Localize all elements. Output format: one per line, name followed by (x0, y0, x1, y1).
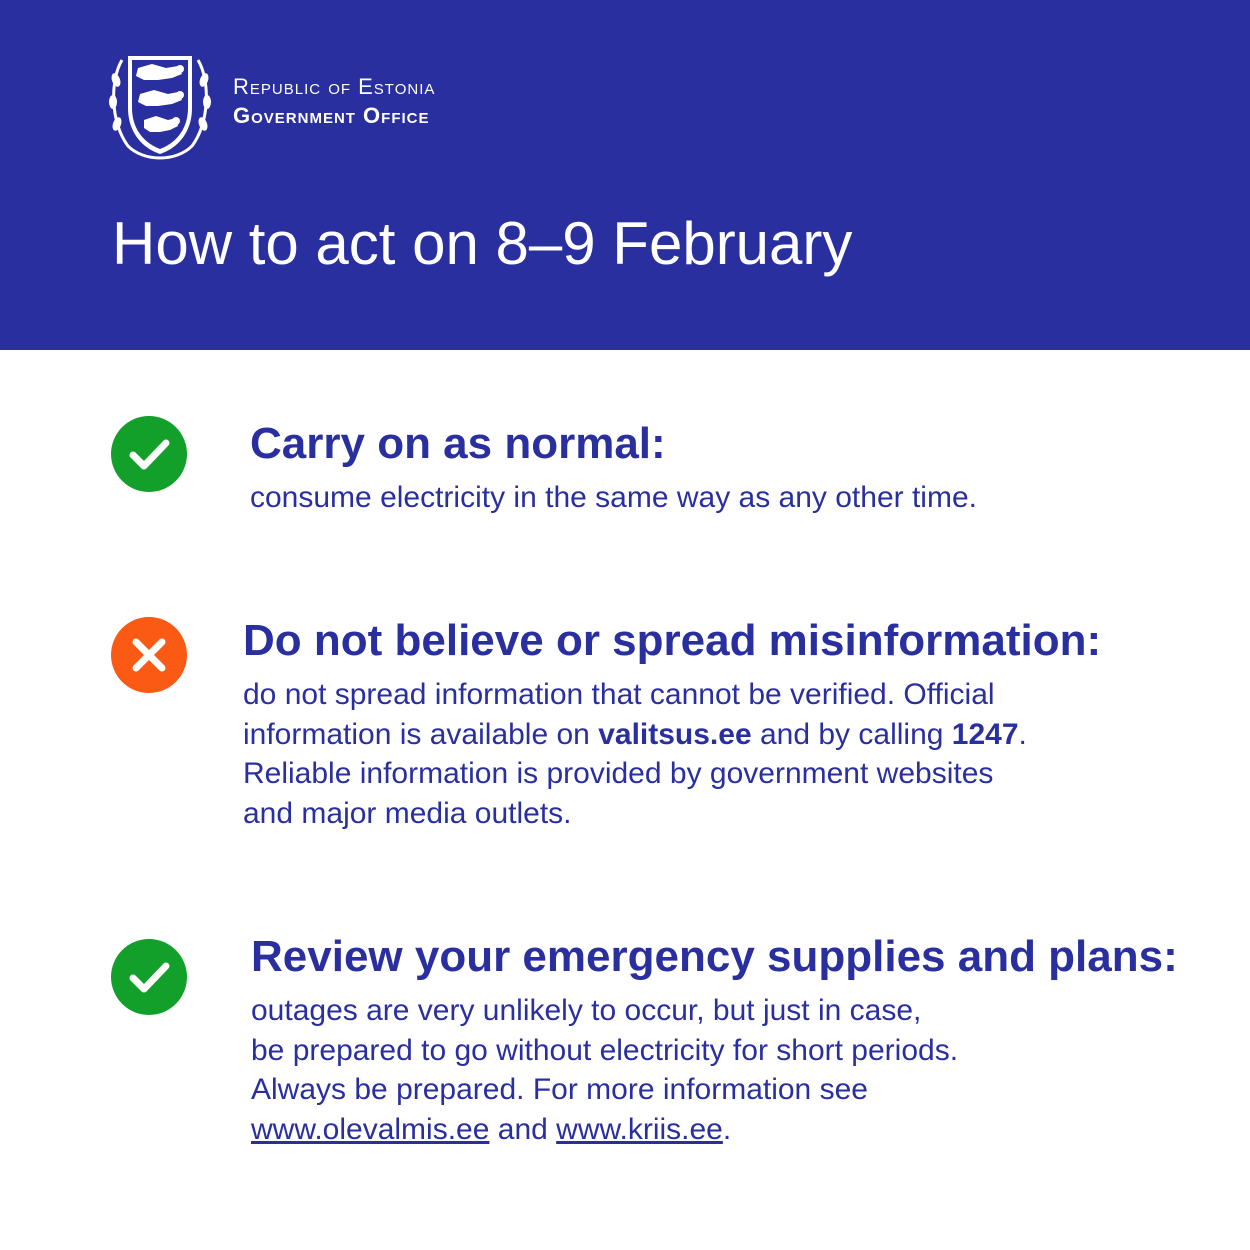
item-text-line: and major media outlets. (243, 796, 572, 830)
item-text (243, 675, 1101, 833)
item-heading: Carry on as normal: (250, 419, 666, 468)
item-text-line: be prepared to go without electricity for short periods. (251, 1033, 959, 1067)
cross-icon (111, 617, 187, 693)
check-icon (111, 416, 187, 492)
item-text (250, 478, 977, 518)
item-text-line: and by calling (751, 717, 952, 751)
link-olevalmis[interactable]: www.olevalmis.ee (251, 1112, 490, 1146)
item-text-line: outages are very unlikely to occur, but just in case, (251, 994, 922, 1027)
link-kriis[interactable]: www.kriis.ee (556, 1112, 723, 1146)
item-heading: Do not believe or spread misinformation: (243, 616, 1102, 665)
item-text-line: information is available on (243, 717, 599, 751)
item-text-line: . (1018, 717, 1027, 751)
header-banner (0, 0, 1250, 350)
item-text-line: Always be prepared. For more information see (251, 1073, 868, 1106)
item-text (251, 991, 1178, 1149)
organization-name (233, 72, 435, 130)
estonian-coat-of-arms-icon (108, 50, 212, 160)
website-valitsus: valitsus.ee (598, 717, 752, 751)
item-misinformation (243, 615, 1101, 833)
org-line-2: Government Office (233, 103, 430, 128)
item-text-line: do not spread information that cannot be verified. Official (243, 678, 995, 711)
item-text-line: and (489, 1112, 557, 1146)
item-text-line: Reliable information is provided by government websites (243, 757, 994, 790)
page-title: How to act on 8–9 February (112, 210, 853, 277)
phone-number: 1247 (951, 717, 1019, 751)
item-emergency-supplies (251, 931, 1178, 1149)
item-carry-on (250, 418, 977, 518)
check-icon (111, 939, 187, 1015)
item-heading: Review your emergency supplies and plans: (251, 932, 1178, 981)
item-text-line: consume electricity in the same way as any other time. (250, 481, 977, 514)
item-text-line: . (722, 1112, 732, 1146)
org-line-1: Republic of Estonia (233, 74, 436, 99)
